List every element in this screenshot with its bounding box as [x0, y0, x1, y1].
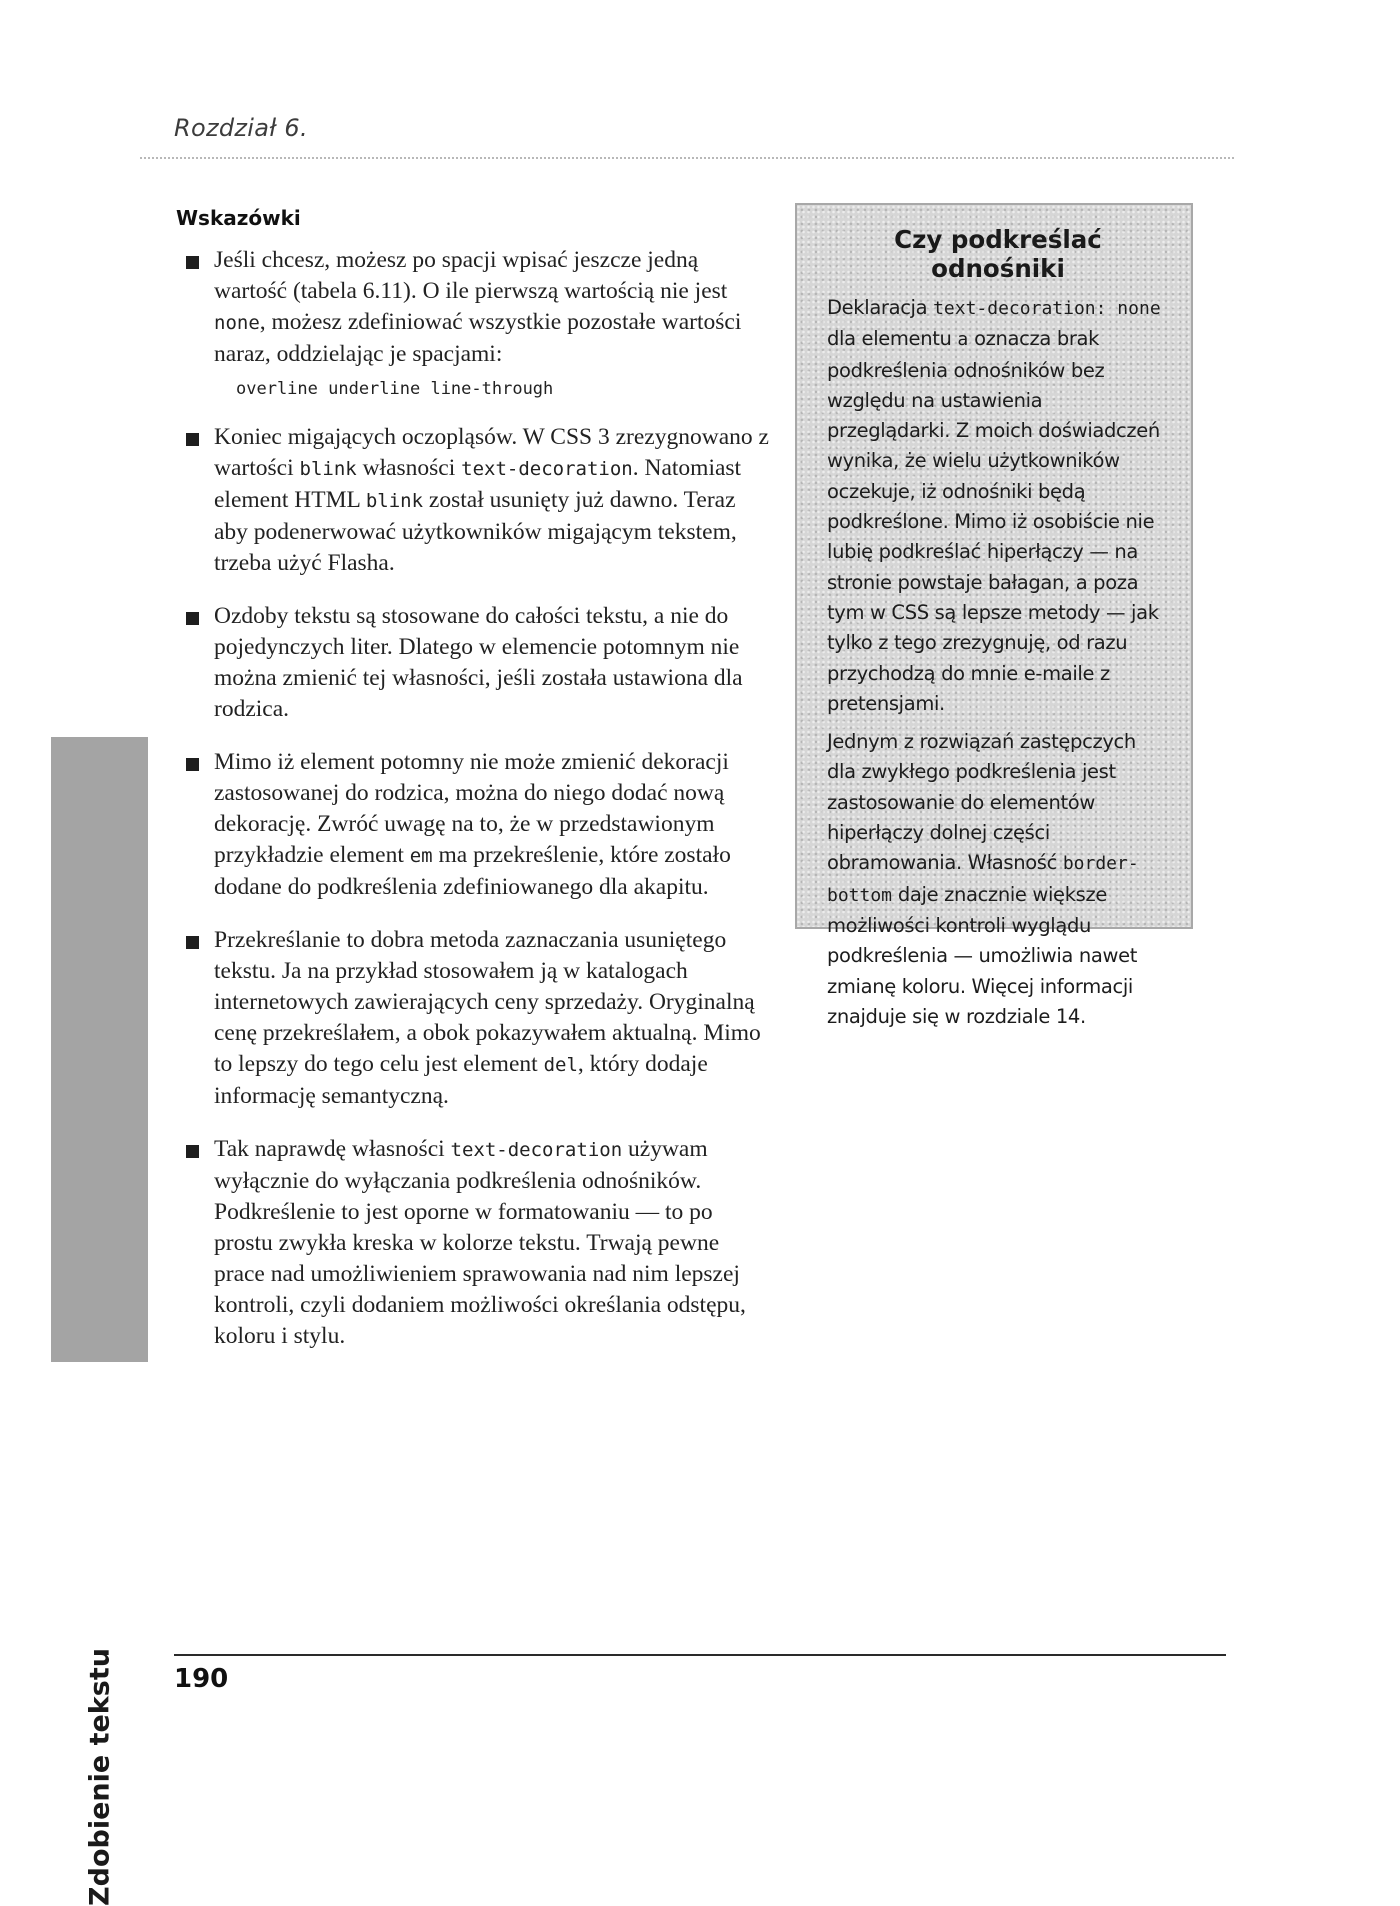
- sidebar-paragraph: Deklaracja text-decoration: none dla elementu a oznacza brak podkreślenia odnośników bez względu na ustawienia przeglądarki. Z moich doświadczeń wynika, że wielu użytkowników oczekuje, iż odnośniki będą podkreślone. Mimo iż osobiście nie lubię podkreślać hiperłączy — na stronie powstaje bałagan, a poza tym w CSS są lepsze metody — jak tylko z tego zrezygnuję, od razu przychodzą do mnie e-maile z pretensjami.: [827, 296, 1161, 715]
- square-bullet-icon: [186, 433, 199, 446]
- code-example: overline underline line-through: [236, 379, 554, 399]
- inline-code: text-decoration: [450, 1139, 623, 1161]
- tip-item: [184, 1134, 774, 1352]
- square-bullet-icon: [186, 1145, 199, 1158]
- inline-code: blink: [365, 490, 424, 512]
- sidebar-title: Czy podkreślać odnośniki: [894, 225, 1102, 283]
- header-rule: [140, 157, 1234, 159]
- sidebar-box: [795, 203, 1193, 1028]
- tip-text: Mimo iż element potomny nie może zmienić dekoracji zastosowanej do rodzica, można do niego dodać nową dekorację. Zwróć uwagę na to, że w przedstawionym przykładzie element em ma przekreślenie, które zostało dodane do podkreślenia zdefiniowanego dla akapitu.: [214, 749, 731, 900]
- tip-item: [184, 925, 774, 1112]
- inline-code: text-decoration: none: [933, 298, 1161, 319]
- square-bullet-icon: [186, 758, 199, 771]
- tip-item: [184, 422, 774, 579]
- square-bullet-icon: [186, 612, 199, 625]
- tip-text: Tak naprawdę własności text-decoration używam wyłącznie do wyłączania podkreślenia odnośników. Podkreślenie to jest oporne w formatowaniu — to po prostu zwykła kreska w kolorze tekstu. Trwają pewne prace nad umożliwieniem sprawowania nad nim lepszej kontroli, czyli dodaniem możliwości określania odstępu, koloru i stylu.: [214, 1136, 746, 1349]
- inline-code: text-decoration: [461, 458, 633, 480]
- inline-code: none: [214, 312, 260, 334]
- tip-text: Przekreślanie to dobra metoda zaznaczania usuniętego tekstu. Ja na przykład stosowałem ją w katalogach internetowych zawierających ceny sprzedaży. Oryginalną cenę przekreślałem, a obok pokazywałem aktualną. Mimo to lepszy do tego celu jest element del, który dodaje informację semantyczną.: [214, 927, 761, 1109]
- tip-item: [184, 747, 774, 903]
- chapter-label: Rozdział 6.: [174, 114, 308, 142]
- tip-text: Jeśli chcesz, możesz po spacji wpisać jeszcze jedną wartość (tabela 6.11). O ile pierwszą wartością nie jest none, możesz zdefiniować wszystkie pozostałe wartości naraz, oddzielając je spacjami:: [214, 247, 742, 367]
- tip-text: Koniec migających oczopląsów. W CSS 3 zrezygnowano z wartości blink własności text-decoration. Natomiast element HTML blink został usunięty już dawno. Teraz aby podenerwować użytkowników migającym tekstem, trzeba użyć Flasha.: [214, 424, 769, 576]
- tip-text: Ozdoby tekstu są stosowane do całości tekstu, a nie do pojedynczych liter. Dlatego w elemencie potomnym nie można zmienić tej własności, jeśli została ustawiona dla rodzica.: [214, 603, 743, 722]
- inline-code: blink: [299, 458, 357, 480]
- sidebar-paragraph: Jednym z rozwiązań zastępczych dla zwykłego podkreślenia jest zastosowanie do elementów hiperłączy dolnej części obramowania. Własność border-bottom daje znacznie większe możliwości kontroli wyglądu podkreślenia — umożliwia nawet zmianę koloru. Więcej informacji znajduje się w rozdziale 14.: [827, 730, 1139, 1028]
- inline-code: del: [543, 1054, 578, 1076]
- inline-code: border-bottom: [827, 853, 1139, 906]
- page-number: 190: [174, 1664, 229, 1694]
- square-bullet-icon: [186, 256, 199, 269]
- inline-code: em: [409, 845, 433, 867]
- footer-rule: [174, 1654, 1226, 1656]
- square-bullet-icon: [186, 936, 199, 949]
- side-tab-label: Zdobienie tekstu: [84, 1648, 115, 1906]
- tips-list: [184, 245, 774, 1374]
- tips-heading: Wskazówki: [176, 206, 301, 230]
- tip-item: [184, 601, 774, 725]
- sidebar-body: [827, 293, 1169, 1032]
- inline-code: a: [957, 329, 969, 351]
- tip-item: [184, 245, 774, 400]
- side-tab: [51, 737, 148, 1906]
